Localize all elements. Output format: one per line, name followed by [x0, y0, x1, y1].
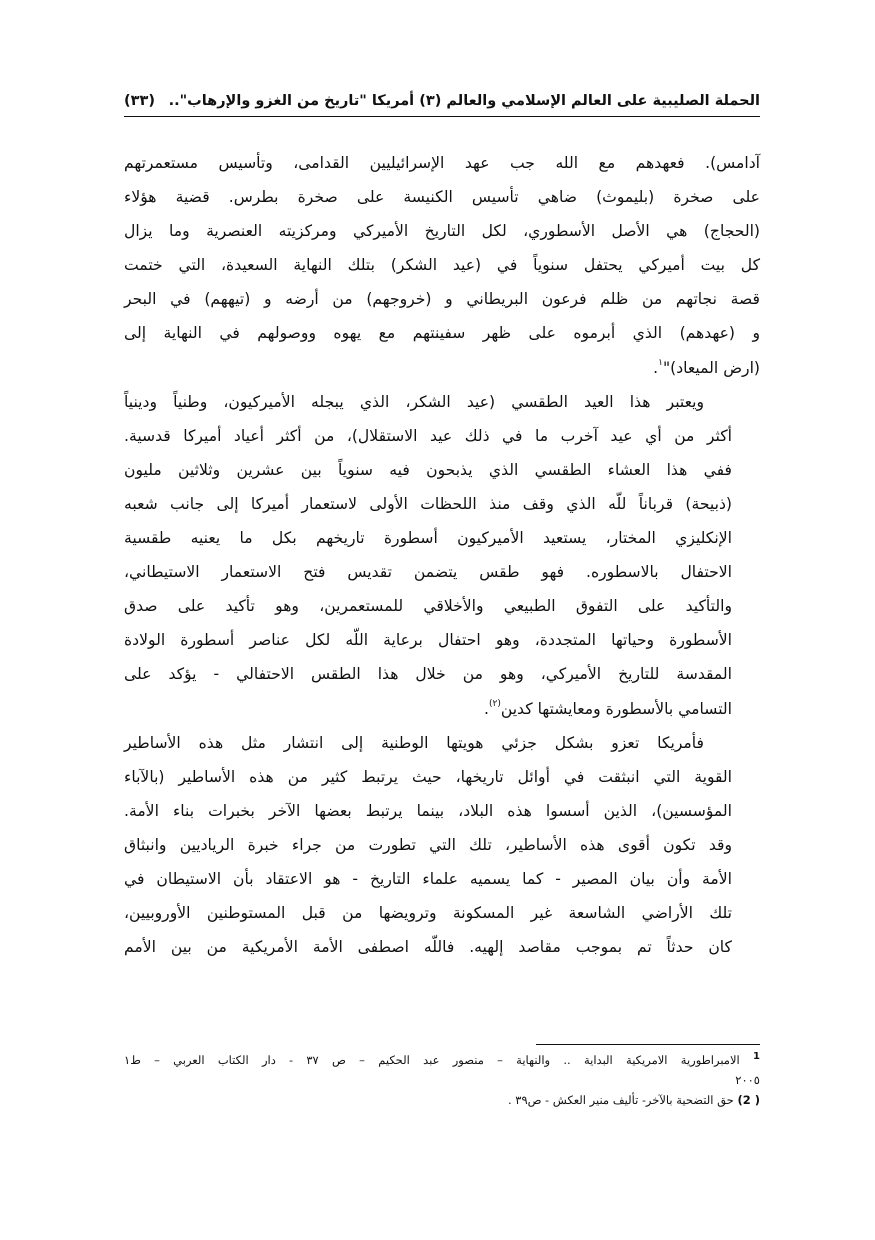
text-line: آدامس). فعهدهم مع الله جب عهد الإسرائيليين القدامى، وتأسيس مستعمرتهم: [124, 154, 760, 172]
text-line: ويعتبر هذا العيد الطقسي (عيد الشكر، الذي يبجله الأميركيون، وطنياً ودينياً: [124, 392, 704, 411]
paragraph-2: [124, 385, 760, 726]
text-line: الأسطورة وحياتها المتجددة، وهو احتفال برعاية اللّه لكل عناصر أسطورة الولادة: [124, 631, 732, 650]
text-line: الاحتفال بالاسطوره. فهو طقس يتضمن تقديس فتح الاستعمار الاستيطاني،: [124, 563, 732, 582]
footnote-marker: 1: [753, 1051, 760, 1062]
line-end-punct: .: [653, 358, 659, 377]
page-number: (٣٣): [124, 93, 155, 109]
text-line: فأمريكا تعزو بشكل جزئي هويتها الوطنية إلى انتشار مثل هذه الأساطير: [124, 733, 704, 752]
text-line: أكثر من أي عيد آخرب ما في ذلك عيد الاستقلال)، من أكثر أعياد أميركا قدسية.: [124, 426, 732, 445]
text-line: (ذبيحة) قرباناً للّه الذي وقف منذ اللحظات الأولى لاستعمار أميركا إلى جانب شعبه: [124, 494, 732, 513]
footnote-marker: ( 2): [737, 1093, 760, 1107]
footnote-line: ٢٠٠٥: [735, 1073, 760, 1087]
text-line: ففي هذا العشاء الطقسي الذي يذبحون فيه سنوياً بين عشرين وثلاثين مليون: [124, 460, 732, 479]
line-end-punct: .: [484, 699, 489, 718]
text-line: و (عهدهم) الذي أبرموه على ظهر سفينتهم مع يهوه ووصولهم في النهاية إلى: [124, 324, 760, 343]
footnote-text: الامبراطورية الامريكية البداية .. والنهاية – منصور عبد الحكيم – ص ٣٧ - دار الكتاب العربي – ط١: [124, 1053, 740, 1067]
footnote-line: [124, 1090, 760, 1110]
running-header: [124, 88, 760, 117]
text-line: [124, 351, 760, 385]
text-line: قصة نجاتهم من ظلم فرعون البريطاني و (خروجهم) من أرضه و (تيههم) في البحر: [124, 290, 760, 309]
text-line: الإنكليزي المختار، يستعيد الأميركيون أسطورة تاريخهم بكل ما يعنيه طقسية: [124, 529, 732, 548]
paragraph-3: [124, 726, 760, 965]
text-line: القوية التي انبثقت في أوائل تاريخها، حيث يرتبط كثير من هذه الأساطير (بالآباء: [124, 767, 732, 786]
text-line: الأمة وأن بيان المصير - كما يسميه علماء التاريخ - هو الاعتقاد بأن الاستيطان في: [124, 869, 732, 888]
footnote-2: [124, 1090, 760, 1110]
text-line: على صخرة (بليموث) ضاهي تأسيس الكنيسة على صخرة بطرس. قضية هؤلاء: [124, 188, 760, 207]
paragraph-1: [124, 146, 760, 385]
line-text: (ارض الميعاد)": [662, 358, 760, 377]
text-line: كان حدثاً تم بموجب مقاصد إلهيه. فاللّه اصطفى الأمة الأمريكية من بين الأمم: [124, 938, 732, 957]
text-line: والتأكيد على التفوق الطبيعي والأخلاقي للمستعمرين، وهو تأكيد على صدق: [124, 597, 732, 616]
footnote-1: [124, 1050, 760, 1090]
footnote-ref-2[interactable]: (٢): [488, 698, 501, 709]
text-line: وقد تكون أقوى هذه الأساطير، تلك التي تطورت من جراء خبرة الرياديين وانبثاق: [124, 835, 732, 854]
footnotes: [124, 1050, 760, 1110]
line-text: التسامي بالأسطورة ومعايشتها كدين: [500, 699, 732, 718]
body-text: [124, 146, 760, 964]
footnote-separator: [536, 1044, 760, 1045]
text-line: [124, 692, 760, 726]
text-line: المؤسسين)، الذين أسسوا هذه البلاد، بينما يرتبط بعضها الآخر بخبرات بناء الأمة.: [124, 801, 732, 820]
text-line: المقدسة للتاريخ الأميركي، وهو من خلال هذا الطقس الاحتفالي - يؤكد على: [124, 665, 732, 684]
text-line: تلك الأراضي الشاسعة غير المسكونة وترويضها من قبل المستوطنين الأوروبيين،: [124, 904, 732, 923]
text-line: كل بيت أميركي يحتفل سنوياً في (عيد الشكر) بتلك النهاية السعيدة، التي ختمت: [124, 256, 760, 275]
footnote-ref-1[interactable]: ١: [658, 357, 663, 368]
footnote-text: حق التضحية بالآخر- تأليف منير العكش - ص٣٩ .: [507, 1093, 734, 1107]
footnote-line: [124, 1050, 760, 1070]
header-title: الحملة الصليبية على العالم الإسلامي والعالم (٣) أمريكا "تاريخ من الغزو والإرهاب"..: [168, 93, 760, 109]
text-line: (الحجاج) هي الأصل الأسطوري، لكل التاريخ الأميركي ومركزيته العنصرية وما يزال: [124, 222, 760, 241]
